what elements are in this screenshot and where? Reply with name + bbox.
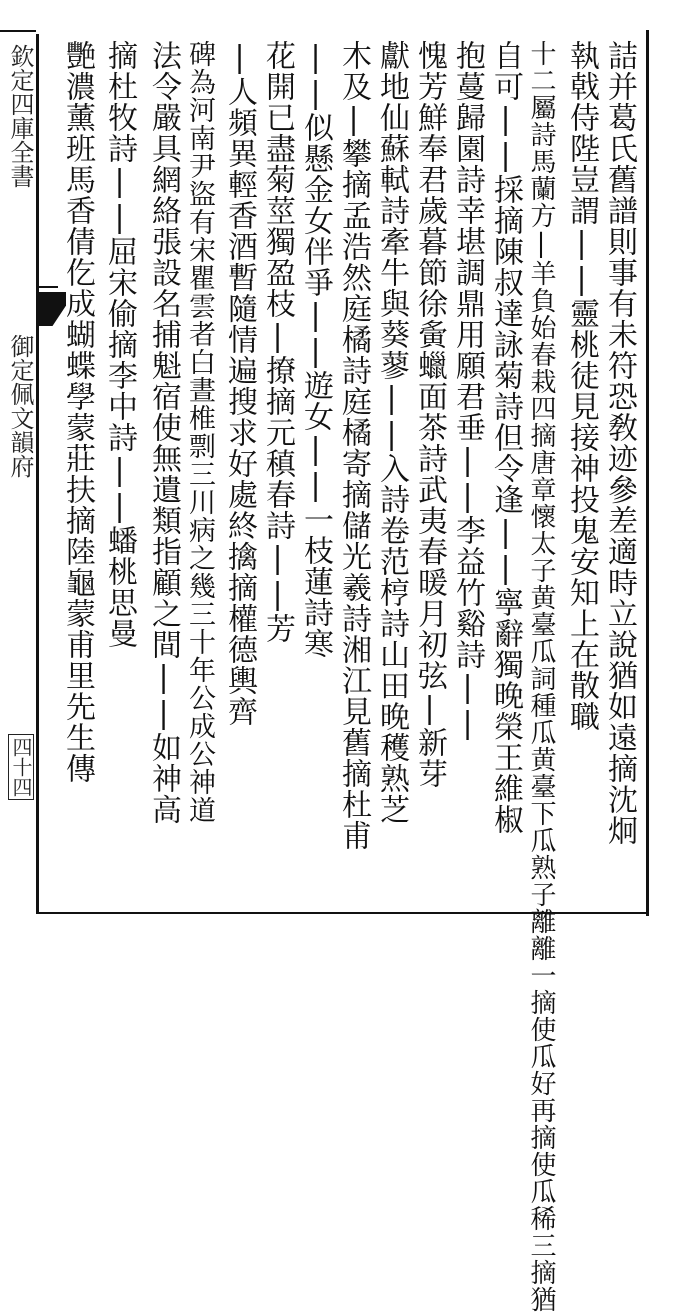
text-column-3: 十二屬詩馬蘭方|羊負始春栽四摘唐章懷太子黄臺瓜詞種瓜黄臺下瓜熟子離離一摘使瓜好再摘使瓜稀三摘猶 [526,40,556,1313]
text-column-12: 碑為河南尹盜有宋瞿雲者白晝椎剽三川病之幾三十年公成公神道 [184,40,215,824]
text-column-15: 艷濃薰班馬香倩仡成蝴蝶學蒙莊扶摘陸龜蒙甫里先生傳 [60,40,95,784]
text-column-5: 抱蔓歸園詩幸堪調鼎用願君垂||李益竹谿詩|| [450,40,485,742]
gutter-series-title: 欽定四庫全書 [6,44,34,188]
left-frame-line [36,34,39,914]
text-column-11: |人頻異輕香酒暫隨情遍搜求好處終擒摘權德輿齊 [222,40,257,727]
gutter-top-rule [0,30,36,32]
text-column-9: ||似懸金女伴爭||遊女||一枝蓮詩寒 [298,40,333,659]
right-frame-line [646,30,649,916]
gutter-separator [36,286,58,288]
page-number: 四十四 [8,734,34,800]
text-column-10: 花開已盡菊莖獨盈枝|撩摘元稹春詩||芳 [260,40,295,644]
text-column-7: 獻地仙蘇軾詩牽牛與葵蓼||入詩卷范梈詩山田晚穫熟芝 [374,40,409,825]
text-column-13: 法令嚴具網絡張設名捕魁宿使無遺類指顧之間||如神高 [146,40,181,825]
bottom-frame-line [36,912,648,914]
text-column-8: 木及|攀摘孟浩然庭橘詩庭橘寄摘儲光羲詩湘江見舊摘杜甫 [336,40,371,851]
text-column-2: 執戟侍陛豈謂||靈桃徒見接神投鬼安知上在散職 [564,40,599,732]
text-column-1: 詰并葛氏舊譜則事有未符恐敎迹參差適時立說猶如遠摘沈炯 [602,40,637,846]
text-column-6: 愧芳鮮奉君歲暮節徐夤蠟面茶詩武夷春暖月初弦|新芽 [412,40,447,789]
text-column-4: 自可||採摘陳叔達詠菊詩但令逢||寧辭獨晚榮王維椒 [488,40,523,835]
text-column-14: 摘杜牧詩||屈宋偷摘李中詩||蟠桃思曼 [102,40,137,649]
gutter-book-title: 御定佩文韻府 [6,334,34,478]
